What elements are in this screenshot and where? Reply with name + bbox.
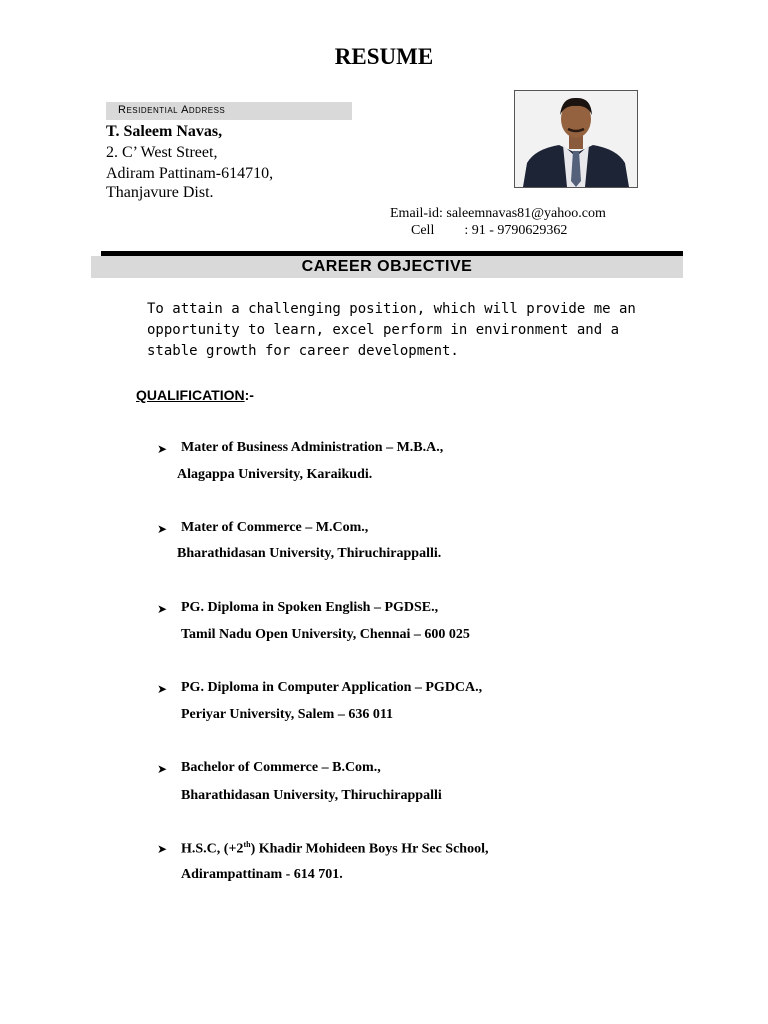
qualification-degree: Mater of Business Administration – M.B.A., — [181, 440, 444, 455]
email-label: Email-id: — [390, 206, 443, 221]
bullet-arrow-icon: ➤ — [157, 442, 168, 456]
qualification-institution: Periyar University, Salem – 636 011 — [181, 707, 394, 722]
qualification-degree: PG. Diploma in Spoken English – PGDSE., — [181, 600, 439, 615]
objective-heading: CAREER OBJECTIVE — [301, 258, 473, 275]
bullet-arrow-icon: ➤ — [157, 682, 168, 696]
bullet-arrow-icon: ➤ — [157, 602, 168, 616]
page-title: RESUME — [334, 44, 434, 69]
address-city: Adiram Pattinam-614710, — [106, 165, 274, 182]
email-value: saleemnavas81@yahoo.com — [446, 206, 606, 221]
qualification-degree: Mater of Commerce – M.Com., — [181, 520, 369, 535]
email-line — [390, 206, 606, 222]
applicant-name: T. Saleem Navas, — [106, 123, 223, 140]
bullet-arrow-icon: ➤ — [157, 762, 168, 776]
address-street: 2. C’ West Street, — [106, 144, 218, 161]
profile-photo — [514, 90, 638, 188]
qualification-institution: Tamil Nadu Open University, Chennai – 600 025 — [181, 627, 470, 642]
cell-label: Cell — [411, 223, 435, 238]
cell-line — [411, 223, 567, 239]
qualification-institution: Adirampattinam - 614 701. — [181, 867, 343, 882]
qualification-degree: H.S.C, (+2th) Khadir Mohideen Boys Hr Sec School, — [181, 840, 489, 857]
qualification-degree: PG. Diploma in Computer Application – PGDCA., — [181, 680, 483, 695]
qualification-institution: Bharathidasan University, Thiruchirappalli. — [177, 546, 442, 561]
qualification-institution: Bharathidasan University, Thiruchirappalli — [181, 788, 442, 803]
cell-value: : 91 - 9790629362 — [464, 223, 568, 238]
objective-text: To attain a challenging position, which will provide me an opportunity to learn, excel perform in environment and a stable growth for career development. — [147, 301, 636, 359]
bullet-arrow-icon: ➤ — [157, 842, 168, 856]
bullet-arrow-icon: ➤ — [157, 522, 168, 536]
qualification-heading: QUALIFICATION:- — [136, 387, 254, 403]
qualification-institution: Alagappa University, Karaikudi. — [177, 467, 373, 482]
address-district: Thanjavure Dist. — [106, 184, 214, 201]
qualification-degree: Bachelor of Commerce – B.Com., — [181, 760, 381, 775]
address-label: Residential Address — [118, 104, 226, 116]
